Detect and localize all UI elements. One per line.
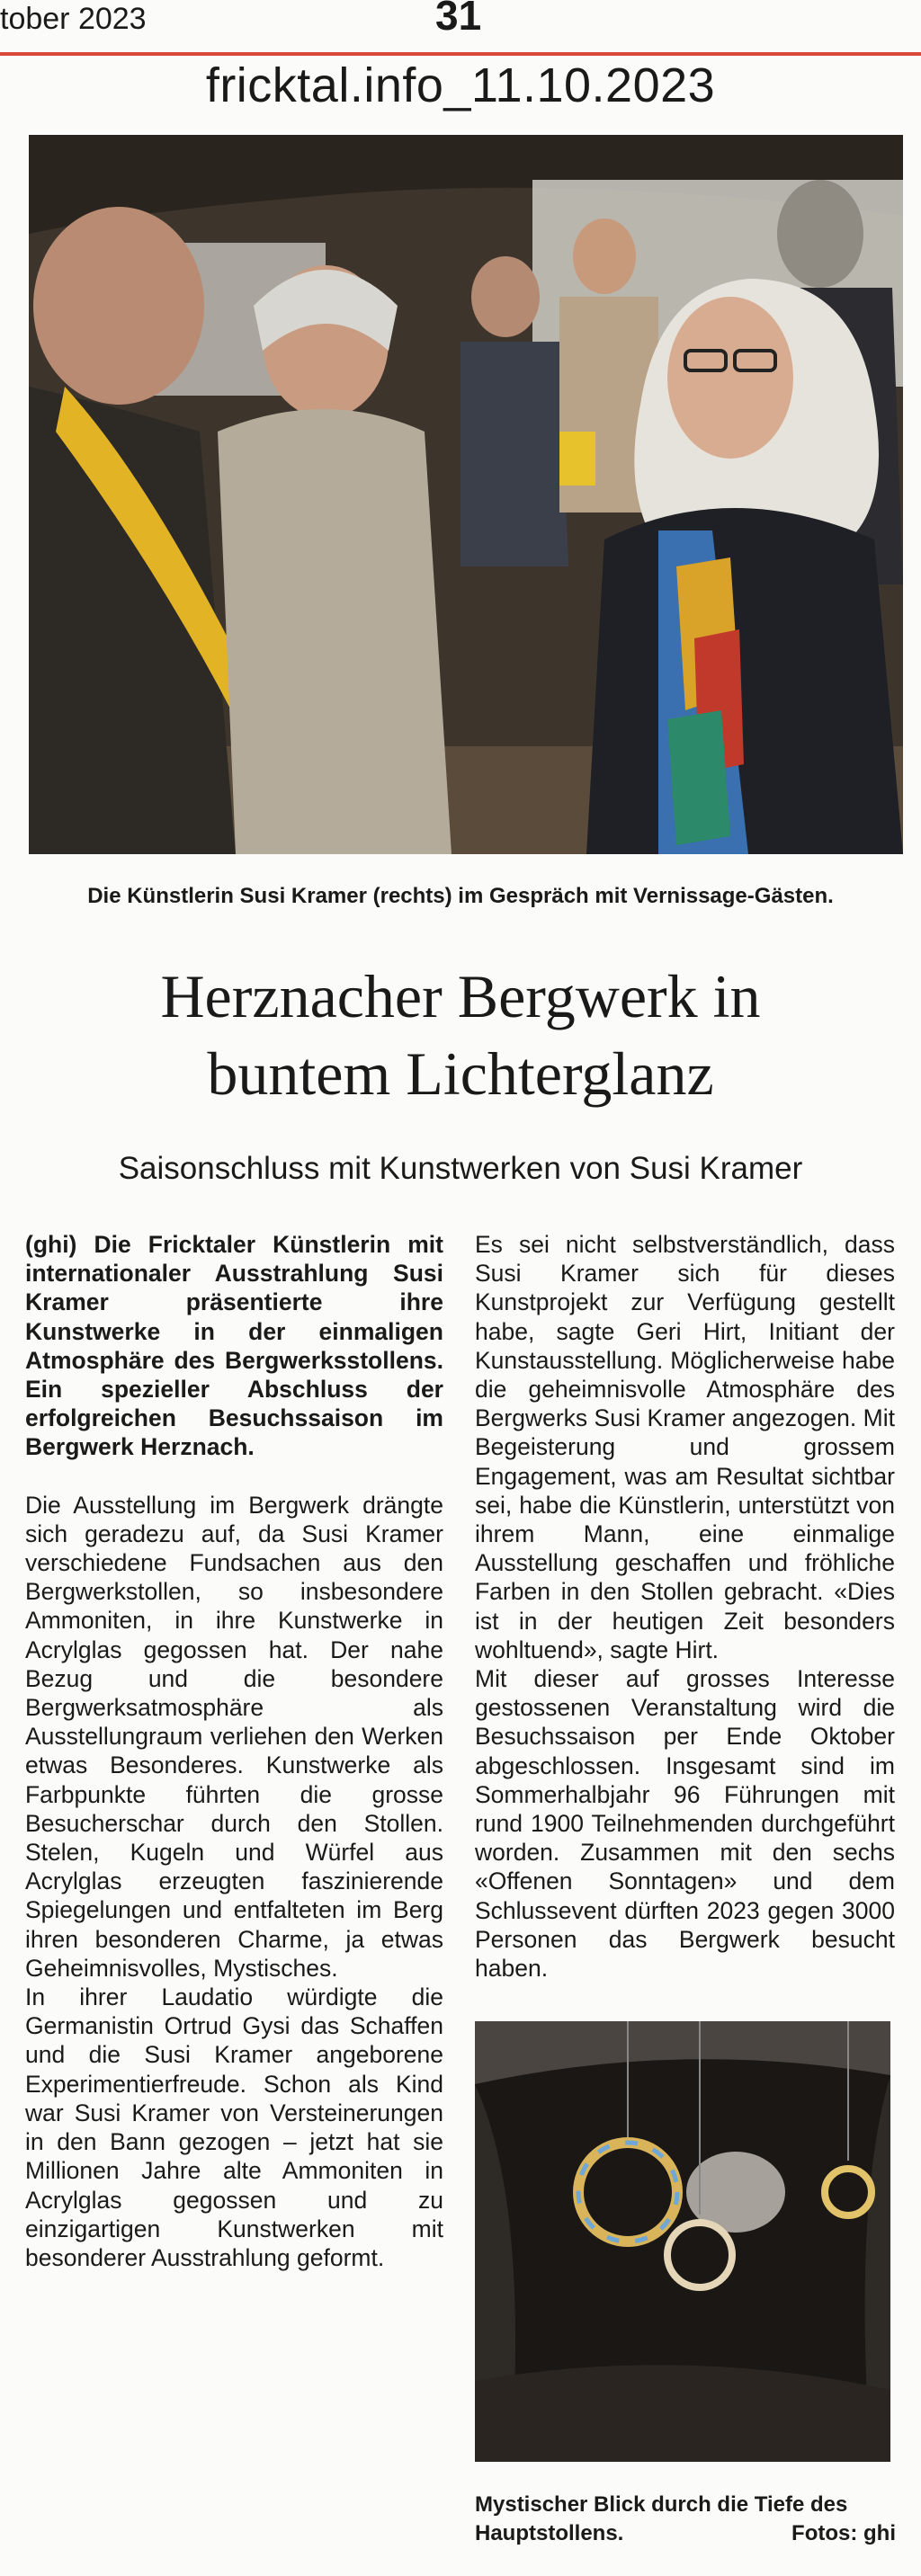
page-number: 31 [435,0,482,39]
article-column-right [475,1230,895,1983]
headline-line-1: Herznacher Bergwerk in [160,962,761,1030]
body-paragraph-4: Mit dieser auf grosses Interesse gestossenen Veranstaltung wird die Besuchssaison per Ende Oktober abgeschlossen. Insgesamt sind im Sommerhalbjahr 96 Führungen mit rund 1900 Teilnehmenden durchgeführt worden. Zusammen mit den sechs «Offenen Sonntagen» und dem Schlussevent dürften 2023 gegen 3000 Personen das Bergwerk besucht haben. [475,1665,895,1983]
lead-paragraph: (ghi) Die Fricktaler Künstlerin mit internationaler Ausstrahlung Susi Kramer präsentierte ihre Kunstwerke in der einmaligen Atmosphäre des Bergwerksstollens. Ein spezieller Abschluss der erfolgreichen Besuchssaison im Bergwerk Herznach. [25,1231,443,1461]
photo-caption-bottom-text: Mystischer Blick durch die Tiefe des Hauptstollens. [475,2492,848,2545]
body-paragraph-1: Die Ausstellung im Bergwerk drängte sich geradezu auf, da Susi Kramer verschiedene Fundsachen aus den Bergwerkstollen, so insbesondere Ammoniten, in ihre Kunstwerke in Acrylglas gegossen hat. Der nahe Bezug und die besondere Bergwerksatmosphäre als Ausstellungraum verliehen den Werken etwas Besonderes. Kunstwerke als Farbpunkte führten die grosse Besucherschar durch den Stollen. Stelen, Kugeln und Würfel aus Acrylglas erzeugten faszinierende Spiegelungen und entfalteten im Berg ihren besonderen Charme, ja etwas Geheimnisvolles, Mystisches. [25,1491,443,1982]
subheadline: Saisonschluss mit Kunstwerken von Susi Kramer [118,1151,803,1186]
body-paragraph-3: Es sei nicht selbstverständlich, dass Susi Kramer sich für dieses Kunstprojekt zur Verfügung gestellt habe, sagte Geri Hirt, Initiant der Kunstausstellung. Möglicherweise habe die geheimnisvolle Atmosphäre des Bergwerks Susi Kramer angezogen. Mit Begeisterung und grossem Engagement, was am Resultat sichtbar sei, habe die Künstlerin, unterstützt von ihrem Mann, eine einmalige Ausstellung geschaffen und fröhliche Farben in den Stollen gebracht. «Dies ist in der heutigen Zeit besonders wohltuend», sagte Hirt. [475,1231,895,1663]
photo-caption-top: Die Künstlerin Susi Kramer (rechts) im Gespräch mit Vernissage-Gästen. [87,884,834,908]
issue-date: tober 2023 [0,2,147,36]
headline-line-2: buntem Lichterglanz [207,1039,714,1108]
header-rule [0,52,921,56]
article-column-left [25,1230,443,2272]
vernissage-photo [29,135,903,854]
vernissage-photo-illustration [29,135,903,854]
tunnel-photo [475,2021,890,2462]
headline [0,958,921,1112]
source-label: fricktal.info_11.10.2023 [205,58,716,112]
photo-credit: Fotos: ghi [791,2521,896,2545]
photo-caption-bottom [475,2491,896,2548]
tunnel-photo-illustration [475,2021,890,2462]
body-paragraph-2: In ihrer Laudatio würdigte die Germanistin Ortrud Gysi das Schaffen und die Susi Kramer angeborene Experimentierfreude. Schon als Kind war Susi Kramer von Versteinerungen in den Bann gezogen – jetzt hat sie Millionen Jahre alte Ammoniten in Acrylglas gegossen und zu einzigartigen Kunstwerken mit besonderer Ausstrahlung geformt. [25,1983,443,2271]
